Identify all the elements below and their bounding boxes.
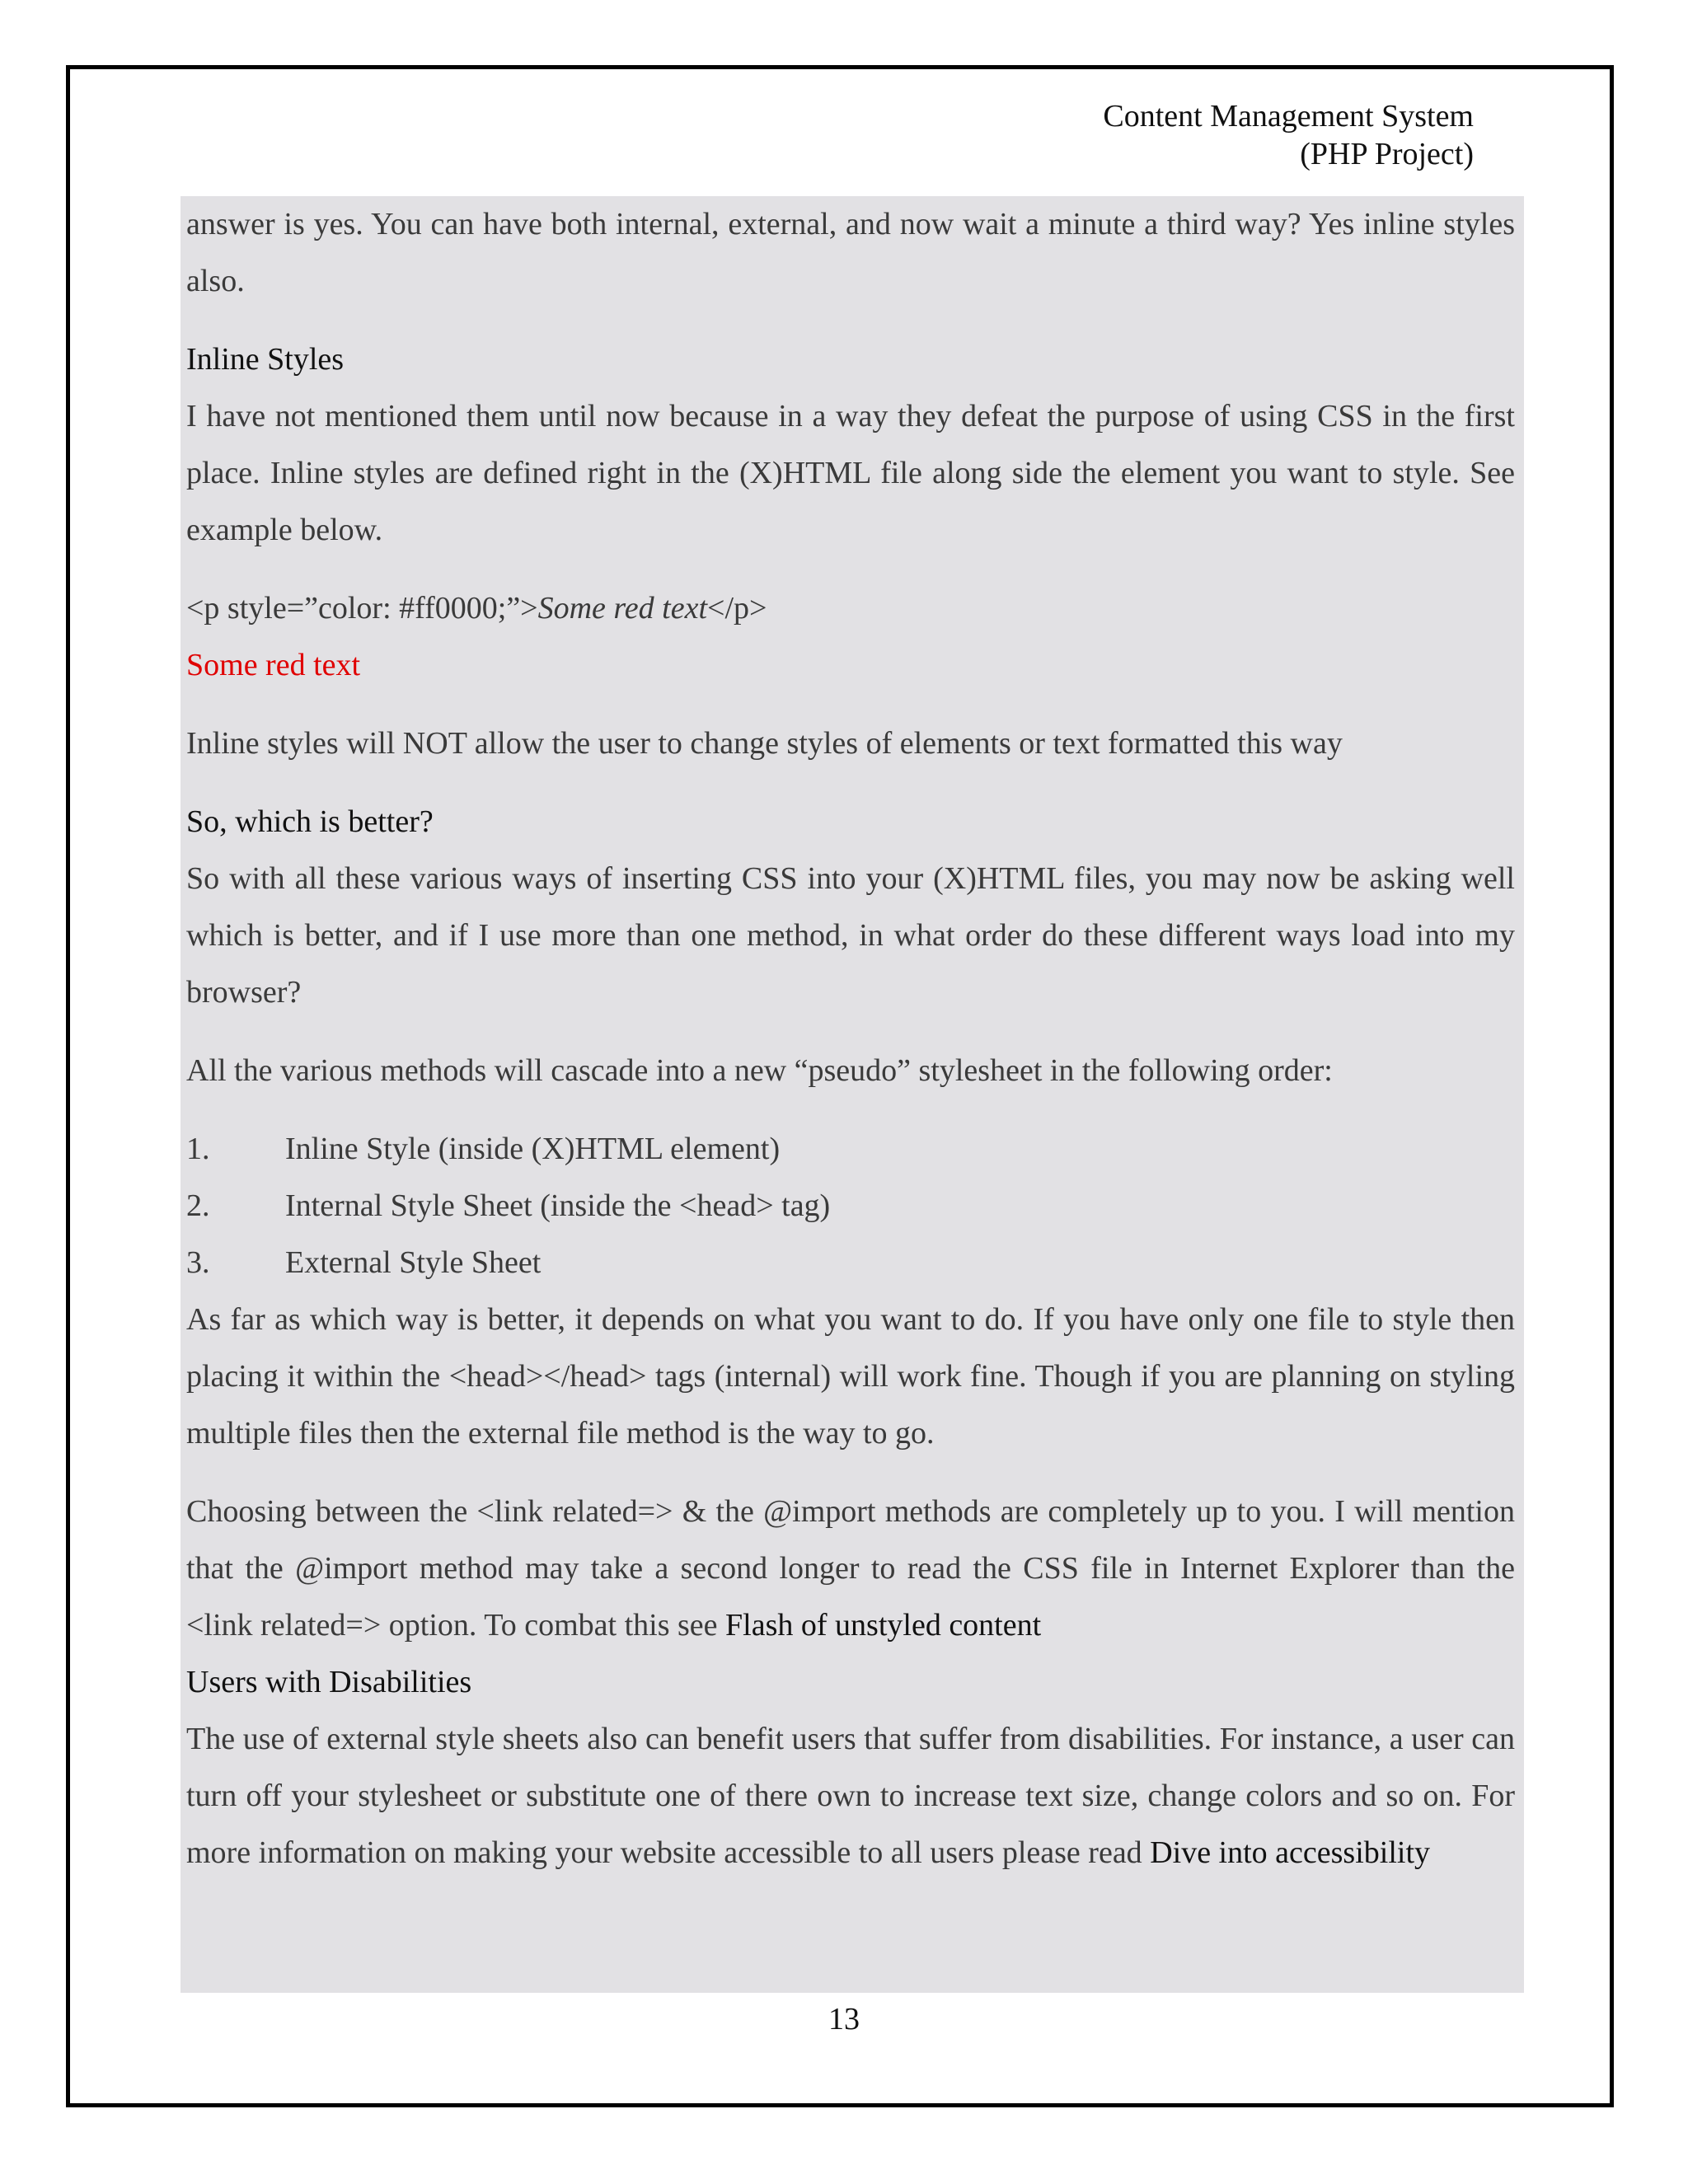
paragraph-disabilities	[186, 1711, 1515, 1882]
paragraph-depends: As far as which way is better, it depends on what you want to do. If you have only one file to style then placing it within the <head></head> tags (internal) will work fine. Though if you are planning on styling multiple files then the external file method is the way to go.	[186, 1302, 1515, 1451]
code-italic-text: Some red text	[537, 591, 708, 626]
list-number: 3.	[186, 1245, 210, 1280]
page-number: 13	[828, 2002, 860, 2036]
list-number: 2.	[186, 1188, 210, 1223]
paragraph-inline: I have not mentioned them until now because in a way they defeat the purpose of using CSS in the first place. Inline styles are defined right in the (X)HTML file along side the element you want to style. See example below.	[186, 399, 1515, 547]
list-text: Internal Style Sheet (inside the <head> tag)	[285, 1188, 831, 1223]
list-number: 1.	[186, 1132, 210, 1166]
cascade-order-list	[186, 1121, 1515, 1291]
paragraph-disabilities-text: The use of external style sheets also can benefit users that suffer from disabilities. For instance, a user can turn off your stylesheet or substitute one of there own to increase text size, change colors and so on. For more information on making your website accessible to all users please read	[186, 1722, 1515, 1870]
paragraph-choosing	[186, 1483, 1515, 1654]
list-item	[186, 1235, 1515, 1291]
heading-which-better: So, which is better?	[186, 804, 434, 839]
code-example	[186, 580, 1515, 637]
paragraph-intro: answer is yes. You can have both internal, external, and now wait a minute a third way? Yes inline styles also.	[186, 207, 1515, 298]
header-title: Content Management System	[1103, 99, 1474, 134]
paragraph-better: So with all these various ways of inserting CSS into your (X)HTML files, you may now be asking well which is better, and if I use more than one method, in what order do these different ways load into my browser?	[186, 861, 1515, 1010]
code-close-tag: </p>	[707, 591, 767, 626]
heading-inline-styles: Inline Styles	[186, 342, 345, 377]
list-text: Inline Style (inside (X)HTML element)	[285, 1132, 781, 1166]
list-item	[186, 1121, 1515, 1178]
code-open-tag: <p style=”color: #ff0000;”>	[186, 591, 538, 626]
link-dive-into-accessibility[interactable]: Dive into accessibility	[1150, 1835, 1430, 1870]
list-item	[186, 1178, 1515, 1235]
paragraph-not-allow: Inline styles will NOT allow the user to change styles of elements or text formatted this way	[186, 726, 1343, 761]
paragraph-cascade: All the various methods will cascade into a new “pseudo” stylesheet in the following order:	[186, 1053, 1333, 1088]
link-flash-of-unstyled-content[interactable]: Flash of unstyled content	[725, 1608, 1042, 1643]
list-text: External Style Sheet	[285, 1245, 542, 1280]
heading-users-disabilities: Users with Disabilities	[186, 1665, 472, 1699]
header-subtitle: (PHP Project)	[1300, 137, 1474, 171]
paragraph-choosing-text: Choosing between the <link related=> & the @import methods are completely up to you. I will mention that the @import method may take a second longer to read the CSS file in Internet Explorer than the <link related=> option. To combat this see	[186, 1494, 1515, 1643]
page-content	[186, 196, 1515, 1882]
running-header	[1103, 97, 1474, 173]
red-text-example: Some red text	[186, 648, 361, 682]
